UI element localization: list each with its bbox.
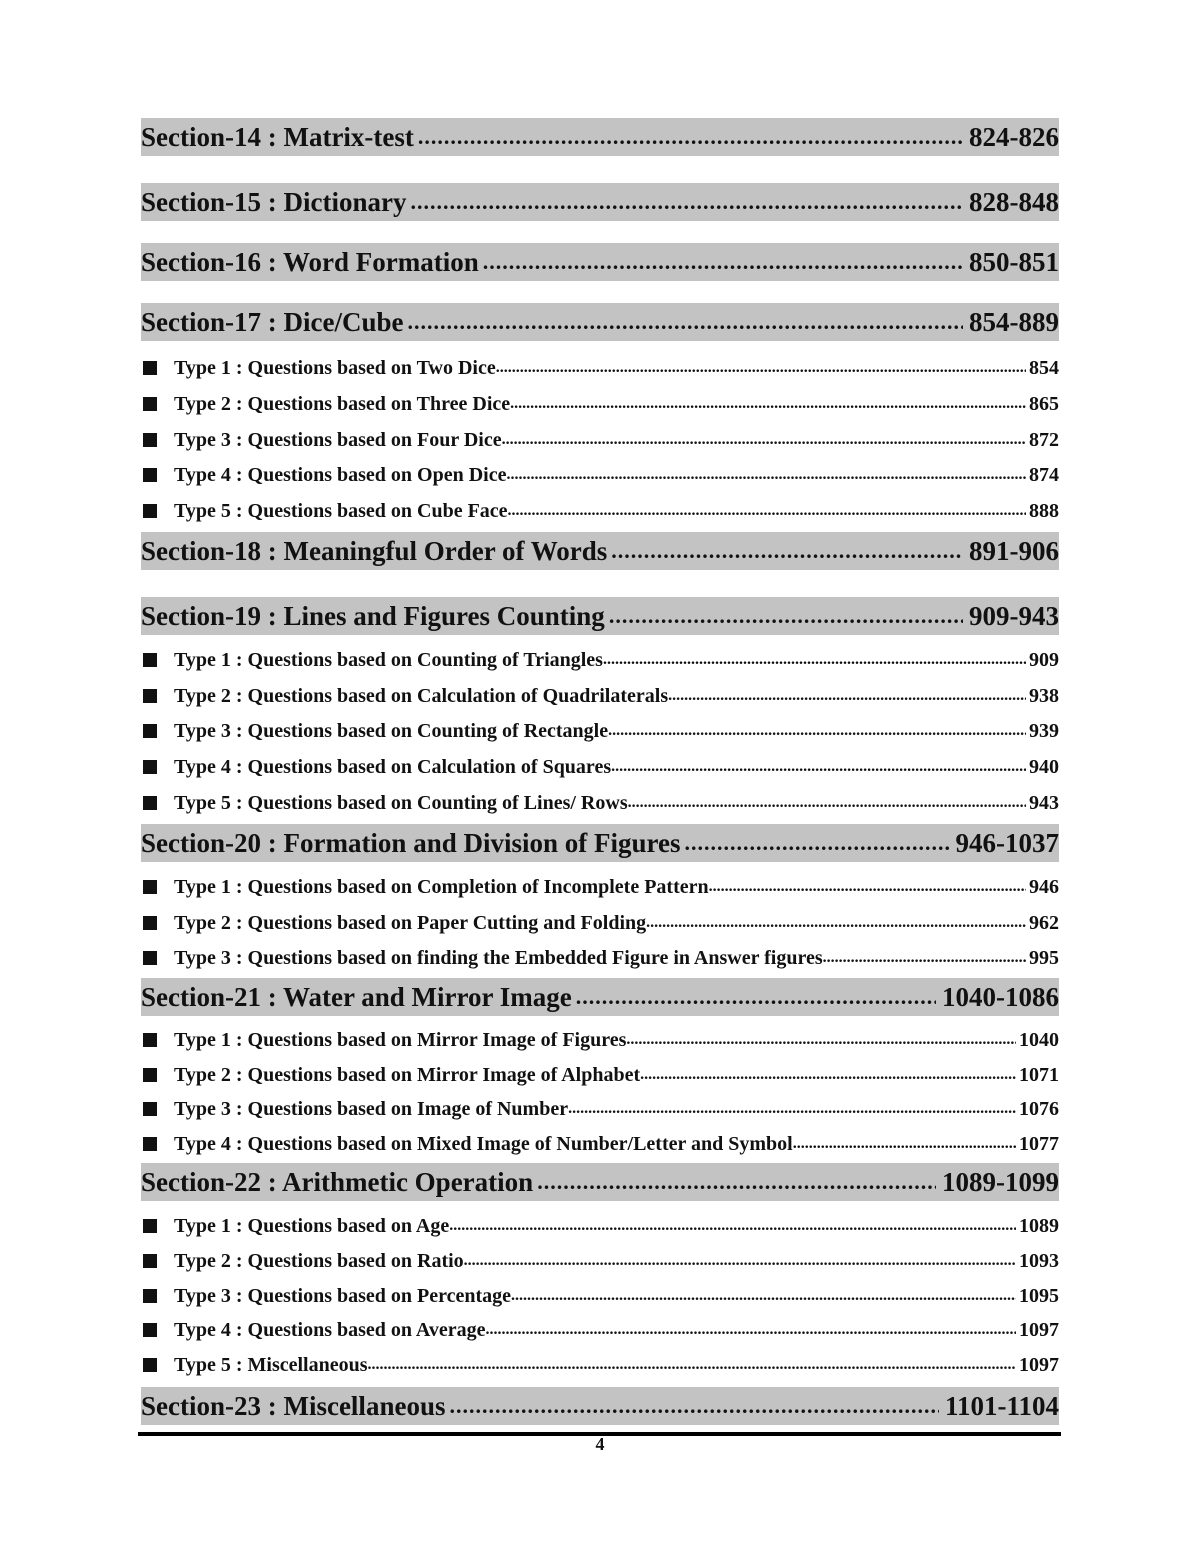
- section-page-range: 824-826: [969, 121, 1059, 152]
- section-title: Section-20 : Formation and Division of Figures: [141, 827, 681, 858]
- dot-leader: [464, 1252, 1016, 1270]
- square-bullet-icon: [143, 1219, 157, 1233]
- section-page-range: 946-1037: [955, 827, 1059, 858]
- dot-leader: [603, 651, 1026, 669]
- toc-section-entry[interactable]: [141, 118, 1059, 156]
- section-page-range: 909-943: [969, 600, 1059, 631]
- toc-type-entry[interactable]: [141, 1129, 1059, 1159]
- toc-type-entry[interactable]: [141, 1246, 1059, 1276]
- toc-type-entry[interactable]: [141, 1025, 1059, 1055]
- type-label: Type 1 : Questions based on Mirror Image of Figures: [174, 1028, 627, 1051]
- type-label: Type 4 : Questions based on Open Dice: [174, 463, 507, 486]
- type-label: Type 3 : Questions based on finding the Embedded Figure in Answer figures: [174, 946, 823, 969]
- dot-leader: [506, 466, 1026, 484]
- dot-leader: [793, 1135, 1016, 1153]
- section-page-range: 1089-1099: [942, 1166, 1059, 1197]
- dot-leader: [537, 1169, 936, 1195]
- toc-type-entry[interactable]: [141, 1060, 1059, 1090]
- dot-leader: [628, 794, 1026, 812]
- type-label: Type 2 : Questions based on Calculation of Quadrilaterals: [174, 684, 669, 707]
- toc-type-entry[interactable]: [141, 1350, 1059, 1380]
- dot-leader: [576, 984, 936, 1010]
- dot-leader: [511, 1287, 1016, 1305]
- type-label: Type 5 : Miscellaneous: [174, 1353, 368, 1376]
- type-label: Type 1 : Questions based on Counting of Triangles: [174, 648, 603, 671]
- type-label: Type 3 : Questions based on Counting of Rectangle: [174, 719, 609, 742]
- square-bullet-icon: [143, 1289, 157, 1303]
- square-bullet-icon: [143, 653, 157, 667]
- dot-leader: [486, 1321, 1017, 1339]
- square-bullet-icon: [143, 1323, 157, 1337]
- type-page: 962: [1029, 911, 1059, 934]
- section-page-range: 854-889: [969, 306, 1059, 337]
- dot-leader: [685, 830, 950, 856]
- type-label: Type 2 : Questions based on Three Dice: [174, 392, 511, 415]
- toc-section-entry[interactable]: [141, 978, 1059, 1016]
- toc-type-entry[interactable]: [141, 1211, 1059, 1241]
- toc-type-entry[interactable]: [141, 496, 1059, 526]
- section-title: Section-23 : Miscellaneous: [141, 1390, 446, 1421]
- type-page: 1071: [1019, 1063, 1059, 1086]
- type-page: 909: [1029, 648, 1059, 671]
- square-bullet-icon: [143, 689, 157, 703]
- type-page: 874: [1029, 463, 1059, 486]
- square-bullet-icon: [143, 724, 157, 738]
- toc-section-entry[interactable]: [141, 824, 1059, 862]
- square-bullet-icon: [143, 1137, 157, 1151]
- square-bullet-icon: [143, 397, 157, 411]
- dot-leader: [418, 124, 963, 150]
- page-number: 4: [595, 1434, 605, 1454]
- square-bullet-icon: [143, 760, 157, 774]
- type-page: 854: [1029, 356, 1059, 379]
- section-title: Section-21 : Water and Mirror Image: [141, 981, 572, 1012]
- section-title: Section-18 : Meaningful Order of Words: [141, 535, 608, 566]
- type-page: 1095: [1019, 1284, 1059, 1307]
- dot-leader: [449, 1393, 939, 1419]
- toc-section-entry[interactable]: [141, 532, 1059, 570]
- dot-leader: [483, 249, 963, 275]
- square-bullet-icon: [143, 504, 157, 518]
- dot-leader: [640, 1066, 1016, 1084]
- type-page: 1097: [1019, 1318, 1059, 1341]
- type-label: Type 3 : Questions based on Four Dice: [174, 428, 502, 451]
- dot-leader: [510, 395, 1026, 413]
- type-page: 940: [1029, 755, 1059, 778]
- dot-leader: [626, 1031, 1016, 1049]
- type-page: 1076: [1019, 1097, 1059, 1120]
- dot-leader: [368, 1356, 1016, 1374]
- square-bullet-icon: [143, 1068, 157, 1082]
- dot-leader: [609, 603, 963, 629]
- section-title: Section-14 : Matrix-test: [141, 121, 414, 152]
- toc-section-entry[interactable]: [141, 243, 1059, 281]
- type-label: Type 5 : Questions based on Cube Face: [174, 499, 508, 522]
- type-page: 865: [1029, 392, 1059, 415]
- dot-leader: [611, 538, 963, 564]
- toc-type-entry[interactable]: [141, 908, 1059, 938]
- toc-type-entry[interactable]: [141, 872, 1059, 902]
- type-page: 939: [1029, 719, 1059, 742]
- dot-leader: [410, 189, 963, 215]
- type-label: Type 5 : Questions based on Counting of Lines/ Rows: [174, 791, 628, 814]
- square-bullet-icon: [143, 951, 157, 965]
- square-bullet-icon: [143, 361, 157, 375]
- type-page: 872: [1029, 428, 1059, 451]
- square-bullet-icon: [143, 880, 157, 894]
- toc-type-entry[interactable]: [141, 425, 1059, 455]
- dot-leader: [668, 687, 1026, 705]
- dot-leader: [823, 949, 1026, 967]
- dot-leader: [611, 758, 1026, 776]
- dot-leader: [568, 1100, 1016, 1118]
- section-title: Section-17 : Dice/Cube: [141, 306, 404, 337]
- type-label: Type 4 : Questions based on Mixed Image of Number/Letter and Symbol: [174, 1132, 793, 1155]
- type-page: 1077: [1019, 1132, 1059, 1155]
- section-title: Section-22 : Arithmetic Operation: [141, 1166, 534, 1197]
- toc-type-entry[interactable]: [141, 716, 1059, 746]
- section-page-range: 891-906: [969, 535, 1059, 566]
- square-bullet-icon: [143, 1358, 157, 1372]
- type-label: Type 1 : Questions based on Completion of Incomplete Pattern: [174, 875, 709, 898]
- section-page-range: 1101-1104: [944, 1390, 1059, 1421]
- toc-type-entry[interactable]: [141, 1315, 1059, 1345]
- toc-type-entry[interactable]: [141, 389, 1059, 419]
- toc-type-entry[interactable]: [141, 353, 1059, 383]
- dot-leader: [508, 502, 1026, 520]
- toc-section-entry[interactable]: [141, 303, 1059, 341]
- type-label: Type 1 : Questions based on Two Dice: [174, 356, 496, 379]
- toc-section-entry[interactable]: [141, 597, 1059, 635]
- dot-leader: [709, 878, 1026, 896]
- toc-section-entry[interactable]: [141, 1387, 1059, 1425]
- toc-type-entry[interactable]: [141, 943, 1059, 973]
- type-label: Type 2 : Questions based on Paper Cutting and Folding: [174, 911, 647, 934]
- square-bullet-icon: [143, 1033, 157, 1047]
- type-page: 946: [1029, 875, 1059, 898]
- type-label: Type 4 : Questions based on Calculation of Squares: [174, 755, 612, 778]
- square-bullet-icon: [143, 796, 157, 810]
- type-label: Type 3 : Questions based on Percentage: [174, 1284, 512, 1307]
- section-page-range: 1040-1086: [942, 981, 1059, 1012]
- square-bullet-icon: [143, 1254, 157, 1268]
- toc-type-entry[interactable]: [141, 645, 1059, 675]
- dot-leader: [496, 359, 1026, 377]
- toc-type-entry[interactable]: [141, 752, 1059, 782]
- type-page: 1089: [1019, 1214, 1059, 1237]
- toc-type-entry[interactable]: [141, 1281, 1059, 1311]
- type-label: Type 4 : Questions based on Average: [174, 1318, 486, 1341]
- section-title: Section-16 : Word Formation: [141, 246, 479, 277]
- type-page: 888: [1029, 499, 1059, 522]
- square-bullet-icon: [143, 468, 157, 482]
- section-page-range: 828-848: [969, 186, 1059, 217]
- type-label: Type 2 : Questions based on Ratio: [174, 1249, 464, 1272]
- toc-section-entry[interactable]: [141, 183, 1059, 221]
- toc-type-entry[interactable]: [141, 681, 1059, 711]
- type-label: Type 3 : Questions based on Image of Number: [174, 1097, 569, 1120]
- type-page: 995: [1029, 946, 1059, 969]
- dot-leader: [608, 722, 1026, 740]
- square-bullet-icon: [143, 1102, 157, 1116]
- type-label: Type 1 : Questions based on Age: [174, 1214, 450, 1237]
- type-page: 1097: [1019, 1353, 1059, 1376]
- square-bullet-icon: [143, 433, 157, 447]
- type-page: 1040: [1019, 1028, 1059, 1051]
- dot-leader: [449, 1217, 1016, 1235]
- toc-type-entry[interactable]: [141, 788, 1059, 818]
- toc-section-entry[interactable]: [141, 1163, 1059, 1201]
- dot-leader: [646, 914, 1026, 932]
- type-label: Type 2 : Questions based on Mirror Image of Alphabet: [174, 1063, 641, 1086]
- section-title: Section-19 : Lines and Figures Counting: [141, 600, 605, 631]
- toc-type-entry[interactable]: [141, 460, 1059, 490]
- section-page-range: 850-851: [969, 246, 1059, 277]
- section-title: Section-15 : Dictionary: [141, 186, 407, 217]
- square-bullet-icon: [143, 916, 157, 930]
- type-page: 943: [1029, 791, 1059, 814]
- dot-leader: [502, 431, 1026, 449]
- dot-leader: [407, 309, 963, 335]
- toc-type-entry[interactable]: [141, 1094, 1059, 1124]
- type-page: 1093: [1019, 1249, 1059, 1272]
- type-page: 938: [1029, 684, 1059, 707]
